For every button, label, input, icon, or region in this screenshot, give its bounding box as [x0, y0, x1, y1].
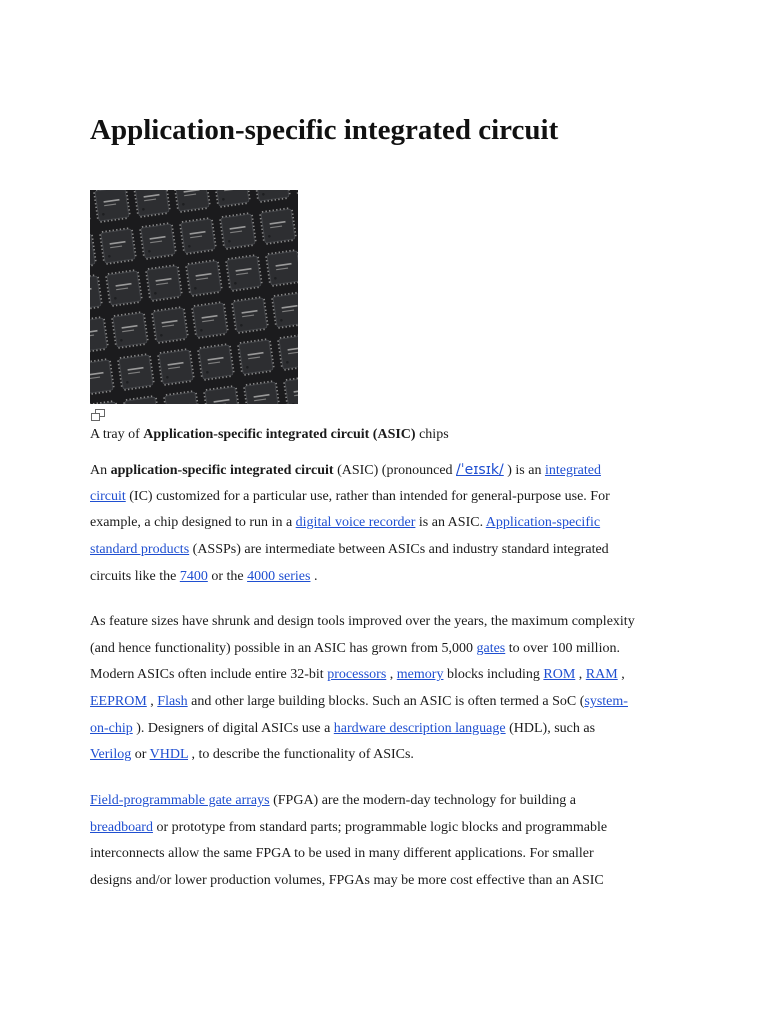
chip-shape [197, 343, 235, 381]
chip-shape [139, 222, 177, 260]
link-processors[interactable]: processors [327, 667, 387, 683]
chip-shape [133, 190, 171, 218]
chip-shape [179, 217, 217, 255]
paragraph-fpga: Field-programmable gate arrays (FPGA) are the modern-day technology for building a breadboard or prototype from standard parts; programmable logic blocks and programmable interconnects allow the same FPGA to be used in many different applications. For smaller designs and/or lower production volumes, FPGAs may be more cost effective than an ASIC [90, 793, 608, 889]
link-7400[interactable]: 7400 [179, 568, 208, 584]
chip-shape [157, 348, 195, 386]
chip-shape [237, 338, 275, 376]
link-memory[interactable]: memory [396, 667, 444, 683]
chip-tray-illustration [90, 190, 298, 404]
page-title: Application-specific integrated circuit [90, 114, 559, 146]
link-eeprom[interactable]: EEPROM [90, 694, 147, 710]
chip-shape [117, 353, 155, 391]
chip-shape [259, 207, 297, 245]
chip-shape [225, 254, 263, 292]
paragraph-complexity: As feature sizes have shrunk and design tools improved over the years, the maximum complexity (and hence functionality) possible in an ASIC has grown from 5,000 gates to over 100 million. Modern ASICs often include entire 32-bit processors , memory blocks including ROM , RAM , EEPROM , Flash and other large building blocks. Such an ASIC is often termed a SoC (system- on-chip ). Designers of digital ASICs use a hardware description language (HDL), such as Verilog or VHDL , to describe the functionality of ASICs. [90, 614, 635, 763]
link-vhdl[interactable]: VHDL [149, 747, 189, 763]
link-hdl[interactable]: hardware description language [333, 720, 506, 736]
chip-shape [219, 212, 257, 250]
link-flash[interactable]: Flash [157, 694, 188, 710]
link-standard-products[interactable]: standard products [90, 542, 190, 558]
paragraph-intro: An application-specific integrated circuit (ASIC) (pronounced /ˈeɪsɪk/ ) is an integrated circuit (IC) customized for a particular use, rather than intended for general-purpose use. For example, a chip designed to run in a digital voice recorder is an ASIC. Application-specific standard products (ASSPs) are intermediate between ASICs and industry standard integrated circuits like the 7400 or the 4000 series . [90, 462, 610, 584]
chip-shape [231, 296, 269, 334]
chip-shape [271, 291, 298, 329]
asic-chip-tray-image[interactable] [90, 190, 298, 404]
image-caption: A tray of Application-specific integrated circuit (ASIC) chips [90, 427, 449, 442]
link-gates[interactable]: gates [476, 640, 506, 656]
link-4000-series[interactable]: 4000 series [247, 568, 311, 584]
chip-shape [99, 227, 137, 265]
link-system-on-chip[interactable]: system- [584, 694, 628, 710]
link-system-on-chip-2[interactable]: on-chip [90, 720, 133, 736]
chip-shape [191, 301, 229, 339]
link-fpga[interactable]: Field-programmable gate arrays [90, 793, 270, 808]
enlarge-icon[interactable] [91, 408, 105, 420]
link-digital-voice-recorder[interactable]: digital voice recorder [295, 515, 416, 531]
chip-shape [105, 269, 143, 307]
link-breadboard[interactable]: breadboard [90, 819, 153, 835]
link-rom[interactable]: ROM [543, 667, 576, 683]
chip-shape [185, 259, 223, 297]
chip-shape [93, 190, 131, 223]
chip-shape [145, 264, 183, 302]
link-verilog[interactable]: Verilog [90, 747, 132, 763]
chip-shape [151, 306, 189, 344]
link-ram[interactable]: RAM [585, 667, 618, 683]
pronunciation-link[interactable]: /ˈeɪsɪk/ [456, 462, 504, 478]
link-integrated-circuit-2[interactable]: circuit [90, 488, 126, 504]
link-application-specific-standard-products[interactable]: Application-specific [485, 515, 601, 531]
chip-shape [111, 311, 149, 349]
chip-shape [265, 249, 298, 287]
link-integrated-circuit[interactable]: integrated [544, 463, 601, 478]
